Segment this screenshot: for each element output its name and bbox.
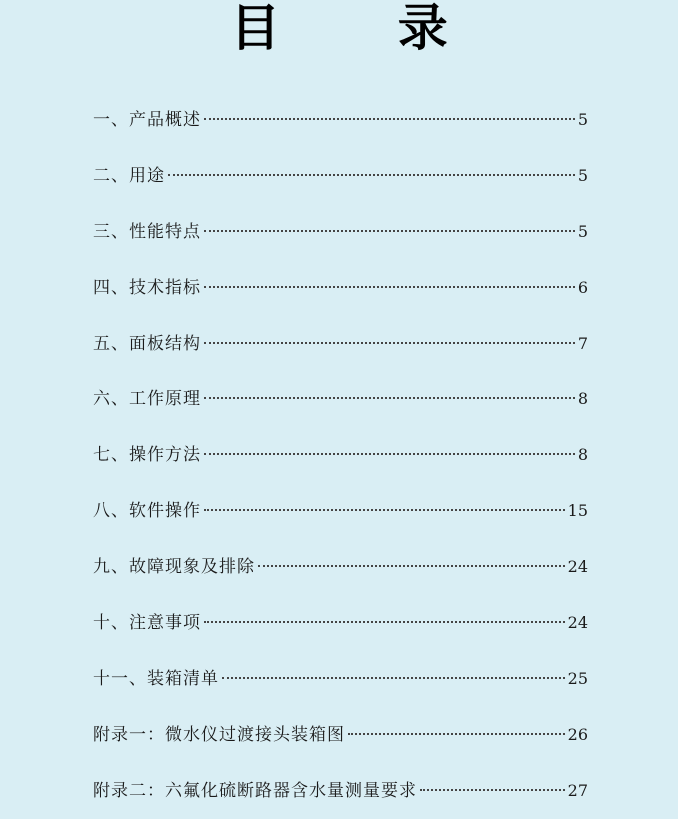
toc-entry-9[interactable] xyxy=(93,539,588,595)
toc-entry-3[interactable] xyxy=(93,204,588,260)
toc-entry-label: 附录一：微水仪过渡接头装箱图 xyxy=(93,724,345,745)
toc-entry-page: 24 xyxy=(567,613,588,633)
toc-leader-dots xyxy=(204,509,565,511)
toc-entry-7[interactable] xyxy=(93,427,588,483)
toc-entry-5[interactable] xyxy=(93,316,588,372)
toc-leader-dots xyxy=(204,621,565,623)
toc-entry-label: 十一、装箱清单 xyxy=(93,668,219,689)
toc-entry-2[interactable] xyxy=(93,148,588,204)
toc-entry-label: 六、工作原理 xyxy=(93,389,201,410)
toc-leader-dots xyxy=(204,118,575,120)
toc-entry-page: 6 xyxy=(577,277,588,297)
toc-entry-label: 七、操作方法 xyxy=(93,445,201,466)
toc-entry-label: 十、注意事项 xyxy=(93,613,201,634)
toc-entry-page: 8 xyxy=(577,445,588,465)
toc-entry-8[interactable] xyxy=(93,483,588,539)
toc-entry-label: 附录二：六氟化硫断路器含水量测量要求 xyxy=(93,780,417,801)
toc-leader-dots xyxy=(420,789,565,791)
toc-leader-dots xyxy=(348,733,565,735)
toc-entry-1[interactable] xyxy=(93,92,588,148)
toc-entry-page: 5 xyxy=(577,110,588,129)
toc-entry-label: 九、故障现象及排除 xyxy=(93,557,255,578)
toc-entry-11[interactable] xyxy=(93,651,588,707)
toc-leader-dots xyxy=(222,677,565,679)
toc-entry-page: 5 xyxy=(577,165,588,185)
toc-entry-label: 一、产品概述 xyxy=(93,110,201,130)
toc-entry-page: 27 xyxy=(567,780,588,800)
toc-entry-13[interactable] xyxy=(93,763,588,819)
toc-leader-dots xyxy=(168,174,575,176)
toc-entry-label: 三、性能特点 xyxy=(93,221,201,242)
toc-entry-page: 8 xyxy=(577,389,588,409)
toc-entry-label: 四、技术指标 xyxy=(93,277,201,298)
toc-entry-6[interactable] xyxy=(93,371,588,427)
toc-entry-page: 24 xyxy=(567,557,588,577)
toc-leader-dots xyxy=(204,230,575,232)
page-title: 目 录 xyxy=(230,0,498,57)
toc-leader-dots xyxy=(204,397,575,399)
toc-leader-dots xyxy=(258,565,565,567)
toc-leader-dots xyxy=(204,286,575,288)
toc-entry-label: 八、软件操作 xyxy=(93,501,201,522)
toc-leader-dots xyxy=(204,342,575,344)
toc-entry-page: 5 xyxy=(577,221,588,241)
toc-entry-4[interactable] xyxy=(93,260,588,316)
toc-entry-page: 7 xyxy=(577,333,588,353)
toc-entry-page: 26 xyxy=(567,724,588,744)
toc-leader-dots xyxy=(204,453,575,455)
toc-entry-label: 五、面板结构 xyxy=(93,333,201,354)
toc-entry-10[interactable] xyxy=(93,595,588,651)
toc-entry-page: 25 xyxy=(567,668,588,688)
toc-entry-label: 二、用途 xyxy=(93,165,165,186)
toc-entry-12[interactable] xyxy=(93,707,588,763)
toc-entry-page: 15 xyxy=(567,501,588,521)
table-of-contents xyxy=(93,92,588,819)
